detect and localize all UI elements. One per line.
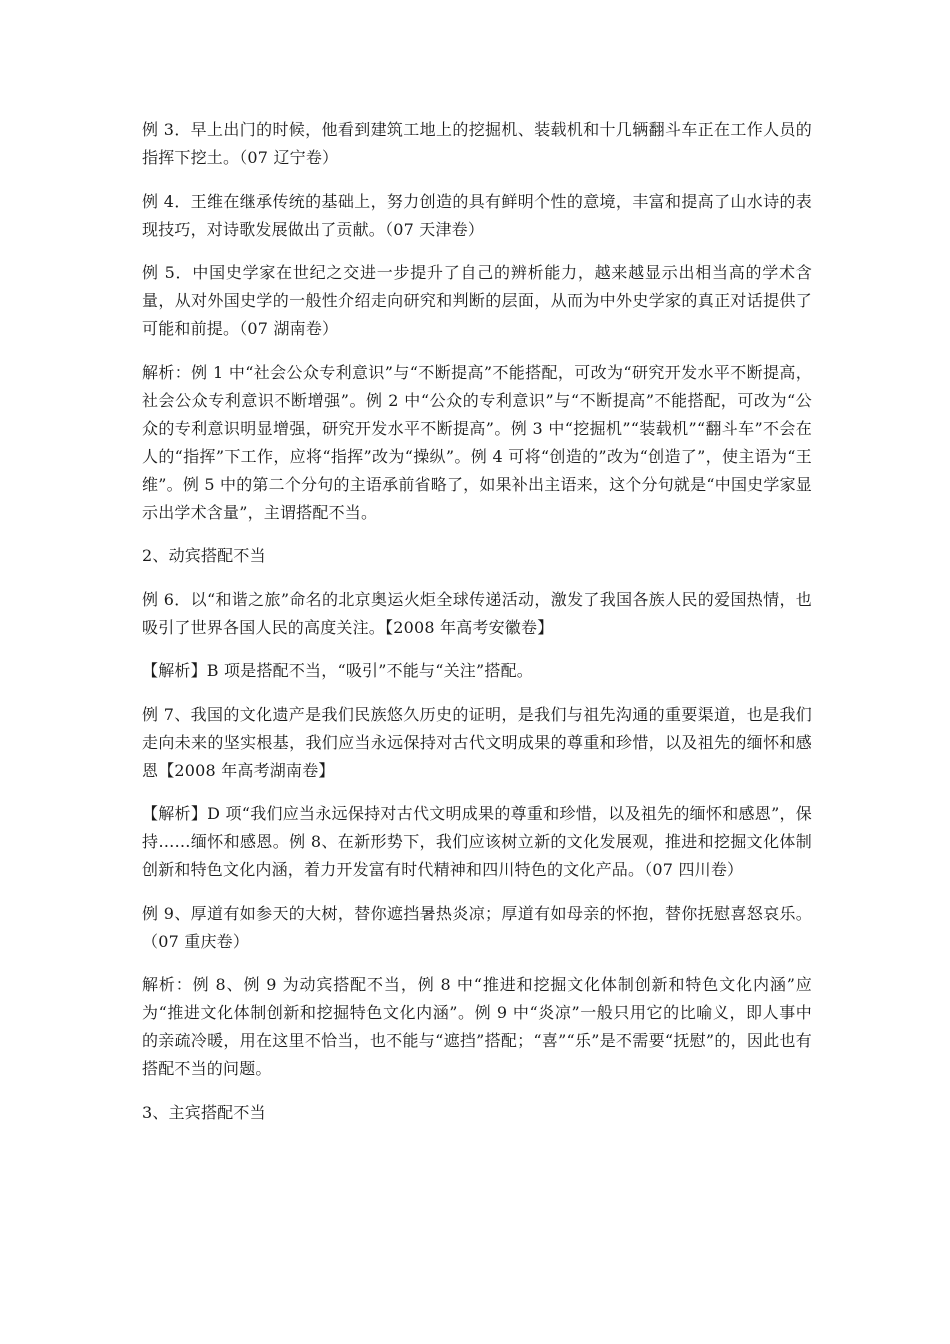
section-heading-3: 3、主宾搭配不当 <box>142 1102 266 1122</box>
paragraph-example-9: 例 9、厚道有如参天的大树，替你遮挡暑热炎凉；厚道有如母亲的怀抱，替你抚慰喜怒哀乐。（07 重庆卷） <box>142 903 812 951</box>
paragraph-analysis-8-9: 解析：例 8、例 9 为动宾搭配不当，例 8 中“推进和挖掘文化体制创新和特色文化内涵”应为“推进文化体制创新和挖掘特色文化内涵”。例 9 中“炎凉”一般只用它的比喻义，即人事中的亲疏冷暖，用在这里不恰当，也不能与“遮挡”搭配；“喜”“乐”是不需要“抚慰”的，因此也有搭配不当的问题。 <box>142 975 812 1078</box>
paragraph-analysis-1: 解析：例 1 中“社会公众专利意识”与“不断提高”不能搭配，可改为“研究开发水平不断提高，社会公众专利意识不断增强”。例 2 中“公众的专利意识”与“不断提高”不能搭配，可改为“公众的专利意识明显增强，研究开发水平不断提高”。例 3 中“挖掘机”“装载机”“翻斗车”不会在人的“指挥”下工作，应将“指挥”改为“操纵”。例 4 可将“创造的”改为“创造了”，使主语为“王维”。例 5 中的第二个分句的主语承前省略了，如果补出主语来，这个分句就是“中国史学家显示出学术含量”，主谓搭配不当。 <box>142 362 812 522</box>
paragraph-analysis-6: 【解析】B 项是搭配不当，“吸引”不能与“关注”搭配。 <box>142 661 533 680</box>
paragraph-example-5: 例 5．中国史学家在世纪之交进一步提升了自己的辨析能力，越来越显示出相当高的学术含量，从对外国史学的一般性介绍走向研究和判断的层面，从而为中外史学家的真正对话提供了可能和前提。（07 湖南卷） <box>142 263 812 338</box>
section-heading-2: 2、动宾搭配不当 <box>142 546 266 565</box>
paragraph-analysis-7: 【解析】D 项“我们应当永远保持对古代文明成果的尊重和珍惜，以及祖先的缅怀和感恩”，保持……缅怀和感恩。例 8、在新形势下，我们应该树立新的文化发展观，推进和挖掘文化体制创新和特色文化内涵，着力开发富有时代精神和四川特色的文化产品。（07 四川卷） <box>142 804 812 879</box>
paragraph-example-7: 例 7、我国的文化遗产是我们民族悠久历史的证明，是我们与祖先沟通的重要渠道，也是我们走向未来的坚实根基，我们应当永远保持对古代文明成果的尊重和珍惜，以及祖先的缅怀和感恩【2008 年高考湖南卷】 <box>142 704 812 780</box>
paragraph-example-3: 例 3．早上出门的时候，他看到建筑工地上的挖掘机、装载机和十几辆翻斗车正在工作人员的指挥下挖土。（07 辽宁卷） <box>142 120 812 167</box>
paragraph-example-6: 例 6．以“和谐之旅”命名的北京奥运火炬全球传递活动，激发了我国各族人民的爱国热情，也吸引了世界各国人民的高度关注。【2008 年高考安徽卷】 <box>142 589 812 637</box>
document-page <box>142 116 812 1142</box>
paragraph-example-4: 例 4．王维在继承传统的基础上，努力创造的具有鲜明个性的意境，丰富和提高了山水诗的表现技巧，对诗歌发展做出了贡献。（07 天津卷） <box>142 191 812 239</box>
